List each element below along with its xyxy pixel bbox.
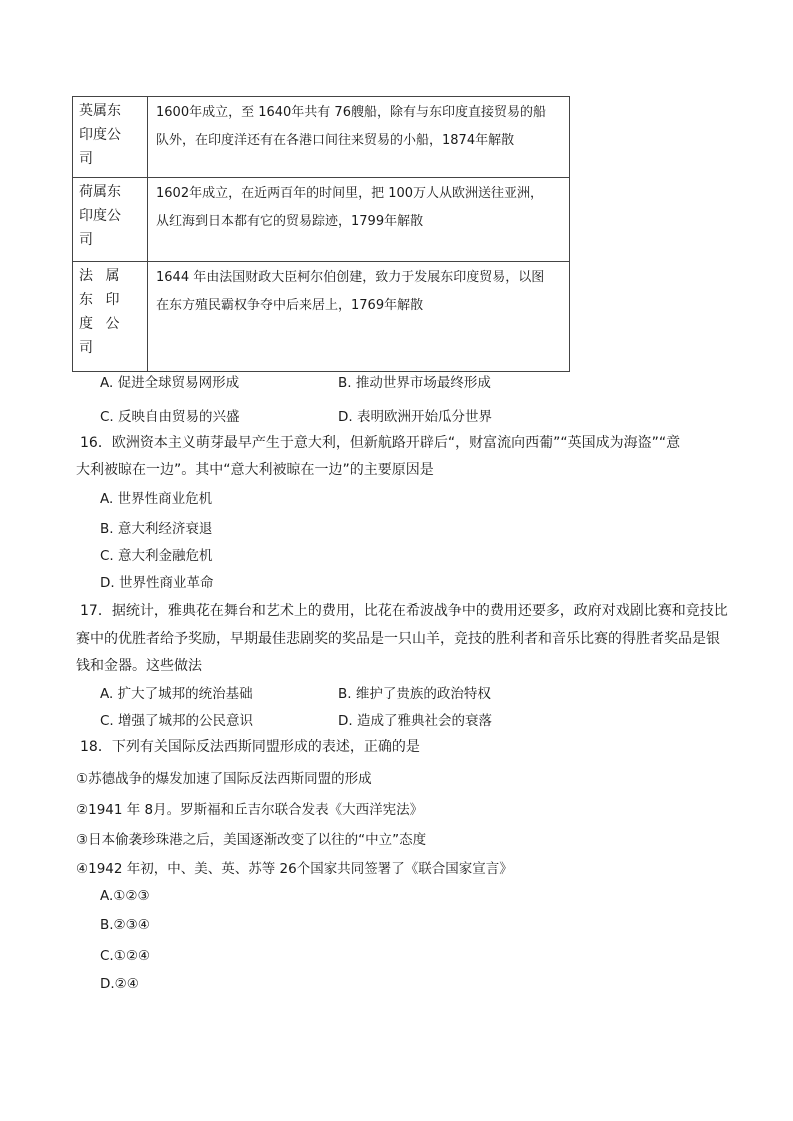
table-row	[73, 97, 570, 178]
question-17-stem: 17．据统计，雅典花在舞台和艺术上的费用，比花在希波战争中的费用还要多，政府对戏剧比赛和竞技比	[80, 603, 728, 619]
option-d[interactable]: D. 表明欧洲开始瓜分世界	[338, 409, 492, 425]
option-b[interactable]: B.②③④	[100, 917, 150, 933]
option-c[interactable]: C. 反映自由贸易的兴盛	[100, 409, 240, 425]
table-row	[73, 262, 570, 372]
statement-item: ③日本偷袭珍珠港之后，美国逐渐改变了以往的“中立”态度	[76, 832, 427, 848]
option-c[interactable]: C. 增强了城邦的公民意识	[100, 713, 254, 729]
option-b[interactable]: B. 维护了贵族的政治特权	[338, 686, 491, 702]
option-d[interactable]: D. 世界性商业革命	[100, 575, 214, 591]
option-d[interactable]: D.②④	[100, 976, 139, 992]
option-a[interactable]: A.①②③	[100, 888, 150, 904]
question-16-stem: 大利被晾在一边”。其中“意大利被晾在一边”的主要原因是	[76, 462, 434, 478]
company-name-cell: 荷属东 印度公 司	[73, 178, 148, 262]
statement-item: ④1942 年初，中、美、英、苏等 26个国家共同签署了《联合国家宣言》	[76, 861, 513, 877]
company-table	[72, 96, 570, 372]
option-a[interactable]: A. 扩大了城邦的统治基础	[100, 686, 253, 702]
question-17-stem: 赛中的优胜者给予奖励，早期最佳悲剧奖的奖品是一只山羊，竞技的胜利者和音乐比赛的得胜者奖品是银	[76, 631, 720, 647]
company-desc-cell: 1600年成立，至 1640年共有 76艘船，除有与东印度直接贸易的船 队外，在印度洋还有在各港口间往来贸易的小船，1874年解散	[148, 97, 570, 178]
statement-item: ②1941 年 8月。罗斯福和丘吉尔联合发表《大西洋宪法》	[76, 802, 424, 818]
option-b[interactable]: B. 意大利经济衰退	[100, 521, 213, 537]
option-a[interactable]: A. 世界性商业危机	[100, 491, 213, 507]
question-17-stem: 钱和金器。这些做法	[76, 658, 202, 674]
option-d[interactable]: D. 造成了雅典社会的衰落	[338, 713, 492, 729]
company-desc-cell: 1644 年由法国财政大臣柯尔伯创建，致力于发展东印度贸易，以图 在东方殖民霸权争夺中后来居上，1769年解散	[148, 262, 570, 372]
option-b[interactable]: B. 推动世界市场最终形成	[338, 375, 491, 391]
company-name-cell: 法 属 东 印 度 公 司	[73, 262, 148, 372]
company-desc-cell: 1602年成立，在近两百年的时间里，把 100万人从欧洲送往亚洲， 从红海到日本都有它的贸易踪迹，1799年解散	[148, 178, 570, 262]
option-a[interactable]: A. 促进全球贸易网形成	[100, 375, 240, 391]
question-18-stem: 18．下列有关国际反法西斯同盟形成的表述，正确的是	[80, 739, 420, 755]
company-name-cell: 英属东 印度公 司	[73, 97, 148, 178]
option-c[interactable]: C. 意大利金融危机	[100, 548, 213, 564]
table-row	[73, 178, 570, 262]
option-c[interactable]: C.①②④	[100, 948, 151, 964]
statement-item: ①苏德战争的爆发加速了国际反法西斯同盟的形成	[76, 771, 372, 787]
question-16-stem: 16．欧洲资本主义萌芽最早产生于意大利，但新航路开辟后“，财富流向西葡”“英国成为海盗”“意	[80, 435, 681, 451]
